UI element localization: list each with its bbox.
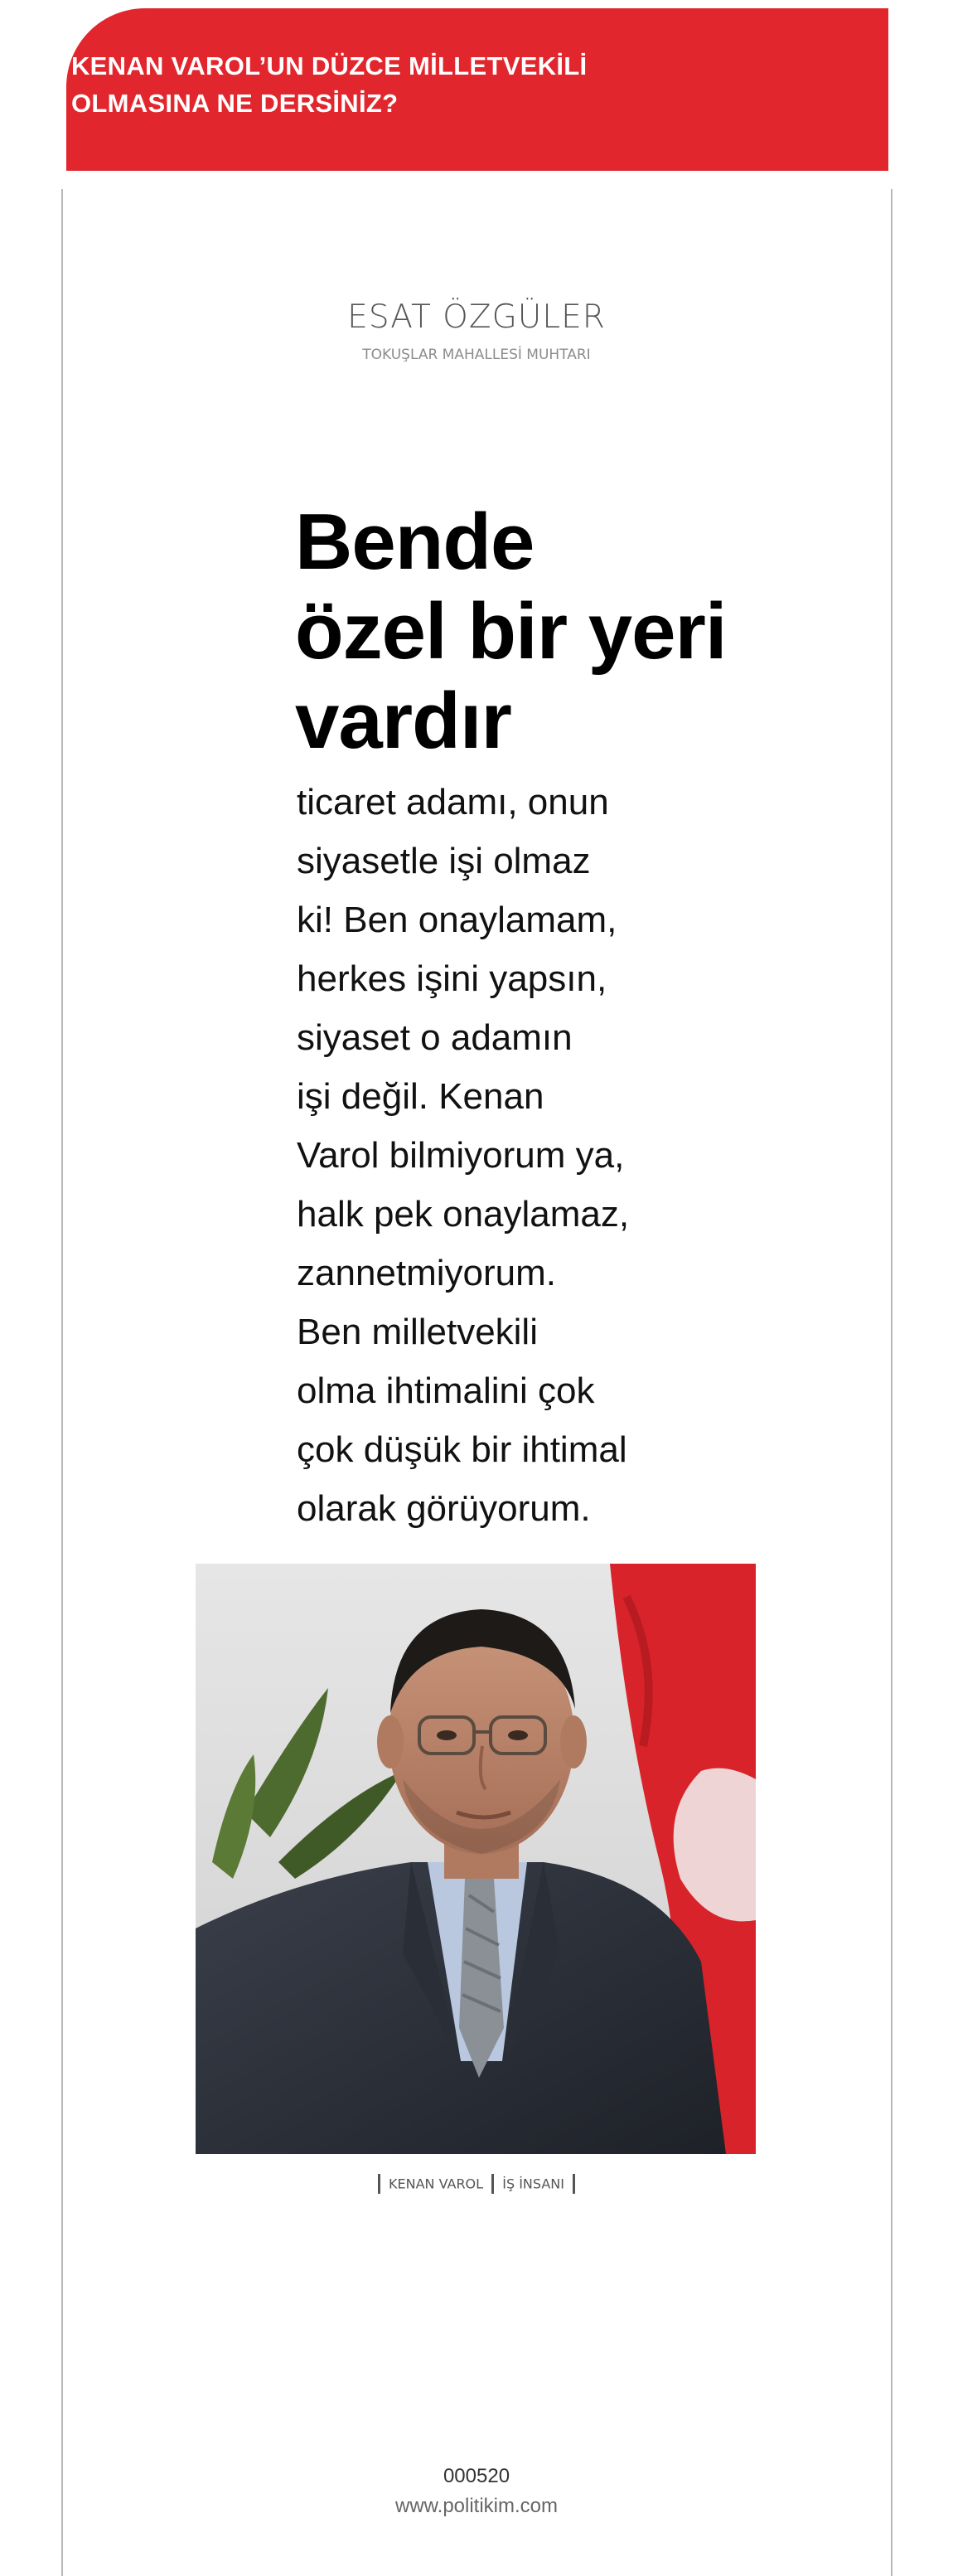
portrait-photo: [196, 1564, 756, 2154]
headline-line-2: özel bir yeri: [295, 587, 727, 676]
caption-separator: [491, 2174, 494, 2194]
caption-separator: [573, 2174, 575, 2194]
quote-line: işi değil. Kenan: [297, 1076, 544, 1117]
headline: [295, 497, 759, 766]
quote-line: siyaset o adamın: [297, 1017, 573, 1058]
caption-name: KENAN VAROL: [389, 2176, 484, 2192]
quote-line: olma ihtimalini çok: [297, 1370, 595, 1411]
banner-title-line-1: KENAN VAROL’UN DÜZCE MİLLETVEKİLİ: [71, 51, 588, 80]
photo-caption: [0, 2174, 953, 2194]
quote-line: Ben milletvekili: [297, 1312, 538, 1352]
author-title: TOKUŞLAR MAHALLESİ MUHTARI: [362, 347, 591, 363]
banner-title-line-2: OLMASINA NE DERSİNİZ?: [71, 89, 399, 118]
quote-line: olarak görüyorum.: [297, 1488, 591, 1529]
banner-title: [71, 47, 751, 122]
quote-body: [297, 773, 645, 1538]
quote-line: herkes işini yapsın,: [297, 958, 607, 999]
frame-left-rule: [61, 189, 63, 2576]
headline-line-3: vardır: [295, 677, 511, 765]
quote-line: ticaret adamı, onun: [297, 782, 609, 822]
portrait-illustration: [196, 1564, 756, 2154]
quote-line: Varol bilmiyorum ya,: [297, 1135, 625, 1176]
quote-line: siyasetle işi olmaz: [297, 841, 591, 881]
caption-role: İŞ İNSANI: [502, 2176, 564, 2192]
quote-line: ki! Ben onaylamam,: [297, 900, 617, 940]
frame-right-rule: [891, 189, 893, 2576]
caption-separator: [378, 2174, 380, 2194]
quote-line: çok düşük bir ihtimal: [297, 1429, 627, 1470]
quote-line: halk pek onaylamaz,: [297, 1194, 630, 1235]
footer-code: 000520: [443, 2465, 510, 2487]
author-name: ESAT ÖZGÜLER: [347, 298, 606, 336]
headline-line-1: Bende: [295, 497, 535, 586]
footer-url[interactable]: www.politikim.com: [394, 2495, 559, 2517]
quote-line: zannetmiyorum.: [297, 1253, 557, 1293]
